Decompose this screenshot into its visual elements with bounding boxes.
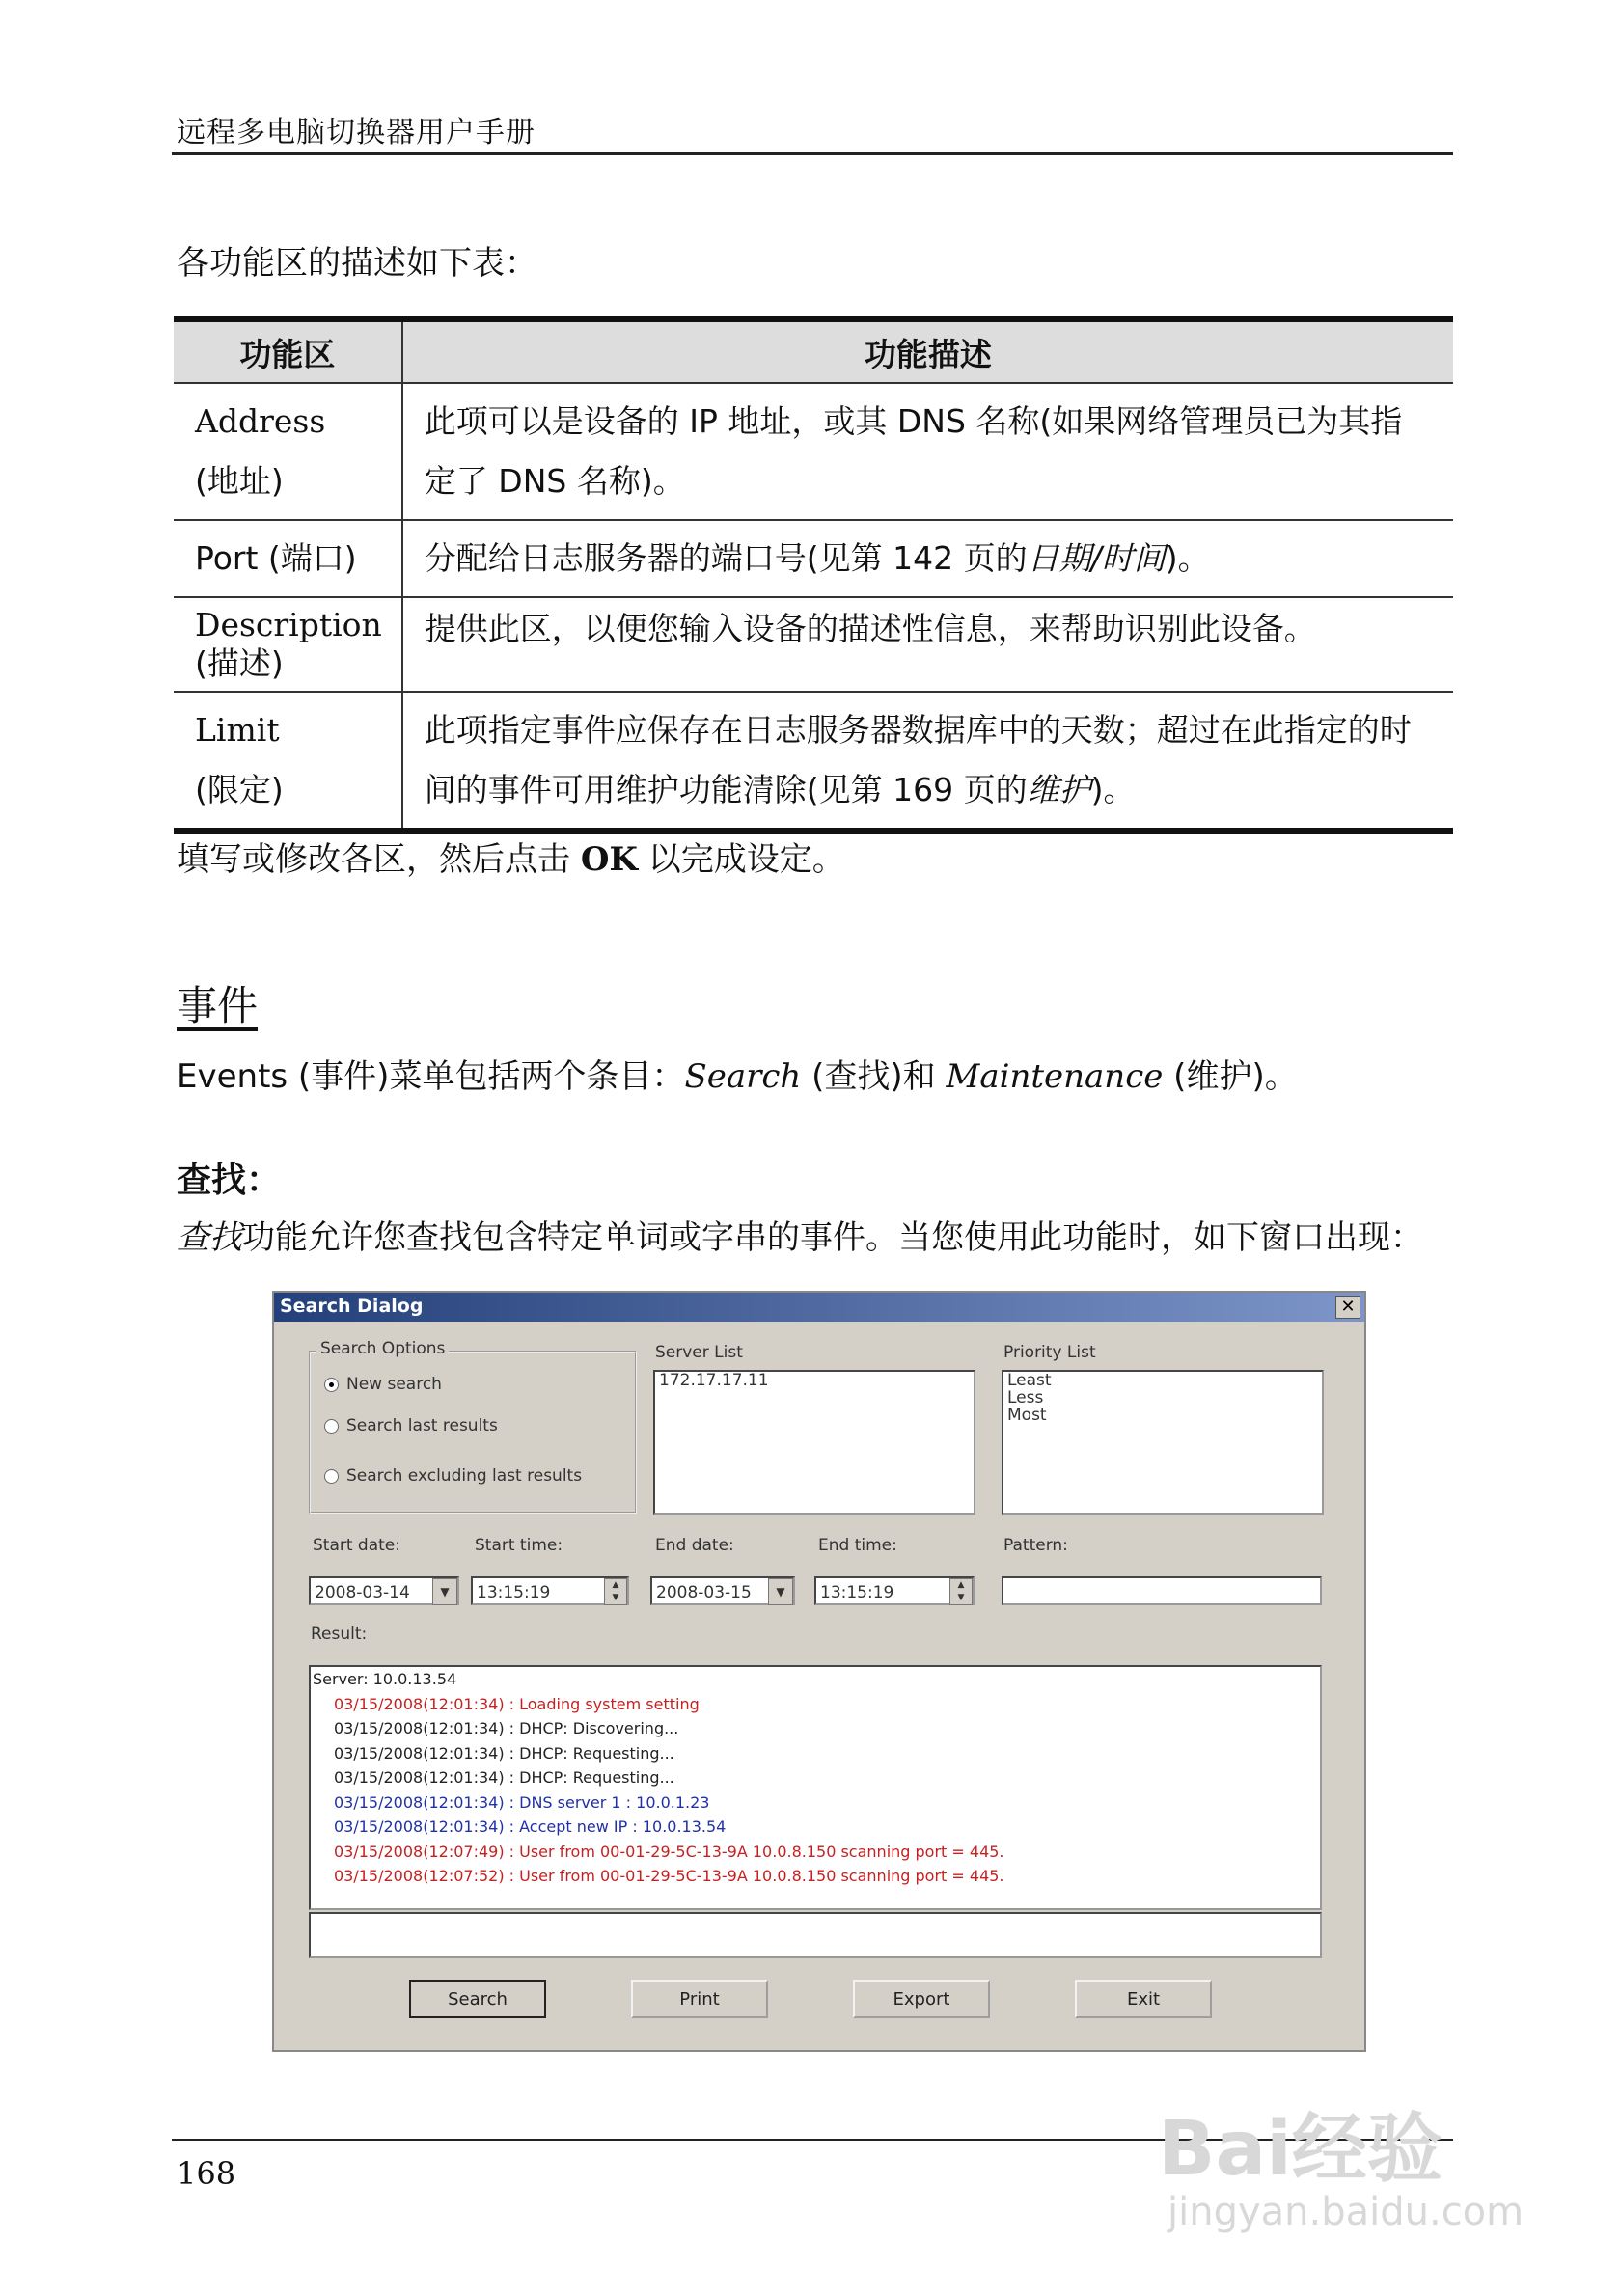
result-log-line: 03/15/2008(12:01:34) : DHCP: Requesting... (334, 1768, 674, 1787)
result-log-line: 03/15/2008(12:07:49) : User from 00-01-29-5C-13-9A 10.0.8.150 scanning port = 445. (334, 1842, 1004, 1861)
table-row (174, 692, 1453, 831)
list-item[interactable]: 172.17.17.11 (659, 1371, 769, 1390)
field-name-cn: (描述) (195, 644, 284, 682)
function-table (174, 316, 1453, 834)
field-name: Address (195, 402, 326, 440)
start-time-label: Start time: (475, 1536, 563, 1555)
export-button[interactable]: Export (853, 1980, 990, 2018)
cross-ref-link: 维护 (1027, 771, 1091, 808)
watermark-url: jingyan.baidu.com (1168, 2190, 1525, 2234)
field-name-cn: (地址) (195, 462, 284, 500)
list-item[interactable]: Less (1007, 1388, 1044, 1408)
result-label: Result: (311, 1625, 368, 1644)
cross-ref-link: 日期/时间 (1027, 539, 1166, 577)
pattern-label: Pattern: (1003, 1536, 1068, 1555)
end-date-picker[interactable]: 2008-03-15 ▼ (650, 1576, 795, 1605)
running-header: 远程多电脑切换器用户手册 (177, 116, 536, 150)
subheading: 查找： (177, 1161, 282, 1200)
start-date-label: Start date: (313, 1536, 400, 1555)
end-time-spinner[interactable]: 13:15:19 ▲ ▼ (814, 1576, 975, 1605)
radio-new-search[interactable]: New search (324, 1375, 442, 1394)
print-button[interactable]: Print (631, 1980, 768, 2018)
radio-icon (324, 1419, 339, 1434)
result-log-line: 03/15/2008(12:07:52) : User from 00-01-29-5C-13-9A 10.0.8.150 scanning port = 445. (334, 1867, 1004, 1885)
result-server: Server: 10.0.13.54 (313, 1670, 457, 1688)
field-name: Port (端口) (174, 520, 402, 597)
start-time-spinner[interactable]: 13:15:19 ▲ ▼ (471, 1576, 629, 1605)
dropdown-arrow-icon[interactable]: ▼ (768, 1578, 793, 1605)
priority-list-label: Priority List (1003, 1343, 1096, 1362)
result-log-line: 03/15/2008(12:01:34) : Accept new IP : 10.0.13.54 (334, 1818, 727, 1836)
field-name: Limit (195, 711, 280, 749)
watermark-logo: Bai经验 (1158, 2106, 1442, 2193)
end-date-label: End date: (655, 1536, 734, 1555)
priority-list[interactable] (1002, 1370, 1324, 1515)
server-list[interactable] (653, 1370, 975, 1515)
pattern-input[interactable] (1002, 1576, 1322, 1605)
intro-text: 各功能区的描述如下表： (177, 244, 537, 283)
field-desc: 分配给日志服务器的端口号(见第 142 页的日期/时间)。 (402, 520, 1453, 597)
field-name: Description (195, 606, 382, 643)
fill-instruction: 填写或修改各区，然后点击 OK 以完成设定。 (177, 840, 845, 879)
result-log-line: 03/15/2008(12:01:34) : DHCP: Discovering... (334, 1719, 679, 1737)
dialog-title: Search Dialog (280, 1296, 424, 1317)
table-header-field: 功能区 (174, 319, 402, 383)
spin-arrows-icon[interactable]: ▲ ▼ (949, 1578, 973, 1605)
field-desc: 此项指定事件应保存在日志服务器数据库中的天数；超过在此指定的时间的事件可用维护功能清除(见第 169 页的维护)。 (424, 711, 1412, 808)
table-header-desc: 功能描述 (402, 319, 1453, 383)
start-date-picker[interactable]: 2008-03-14 ▼ (309, 1576, 459, 1605)
page-number: 168 (177, 2155, 236, 2192)
section-title: 事件 (177, 982, 259, 1029)
radio-search-last[interactable]: Search last results (324, 1416, 498, 1435)
result-log-line: 03/15/2008(12:01:34) : DHCP: Requesting... (334, 1743, 674, 1763)
end-time-label: End time: (818, 1536, 897, 1555)
result-log-line: 03/15/2008(12:01:34) : DNS server 1 : 10.0.1.23 (334, 1792, 710, 1812)
table-row (174, 520, 1453, 597)
search-button[interactable]: Search (409, 1980, 546, 2018)
dialog-titlebar (274, 1293, 1364, 1322)
field-desc: 提供此区，以便您输入设备的描述性信息，来帮助识别此设备。 (402, 597, 1453, 692)
radio-search-excluding[interactable]: Search excluding last results (324, 1466, 582, 1486)
search-dialog (272, 1291, 1366, 2052)
events-paragraph: Events (事件)菜单包括两个条目：Search (查找)和 Maintenance (维护)。 (177, 1057, 1298, 1096)
search-options-label: Search Options (316, 1339, 449, 1358)
table-row (174, 383, 1453, 520)
exit-button[interactable]: Exit (1075, 1980, 1212, 2018)
close-icon[interactable]: ✕ (1335, 1296, 1360, 1319)
status-field (309, 1912, 1322, 1958)
table-row (174, 597, 1453, 692)
dropdown-arrow-icon[interactable]: ▼ (432, 1578, 457, 1605)
list-item[interactable]: Least (1007, 1371, 1052, 1390)
header-rule (172, 152, 1453, 155)
result-log-line: 03/15/2008(12:01:34) : Loading system setting (334, 1694, 700, 1713)
spin-arrows-icon[interactable]: ▲ ▼ (604, 1578, 627, 1605)
server-list-label: Server List (655, 1343, 743, 1362)
field-desc: 此项可以是设备的 IP 地址，或其 DNS 名称(如果网络管理员已为其指定了 DNS 名称)。 (402, 383, 1453, 520)
list-item[interactable]: Most (1007, 1406, 1047, 1425)
radio-selected-icon (324, 1378, 339, 1392)
radio-icon (324, 1469, 339, 1484)
field-name-cn: (限定) (195, 771, 284, 808)
find-paragraph: 查找功能允许您查找包含特定单词或字串的事件。当您使用此功能时，如下窗口出现： (177, 1218, 1423, 1257)
table-header-row (174, 319, 1453, 383)
result-log[interactable] (309, 1665, 1322, 1910)
